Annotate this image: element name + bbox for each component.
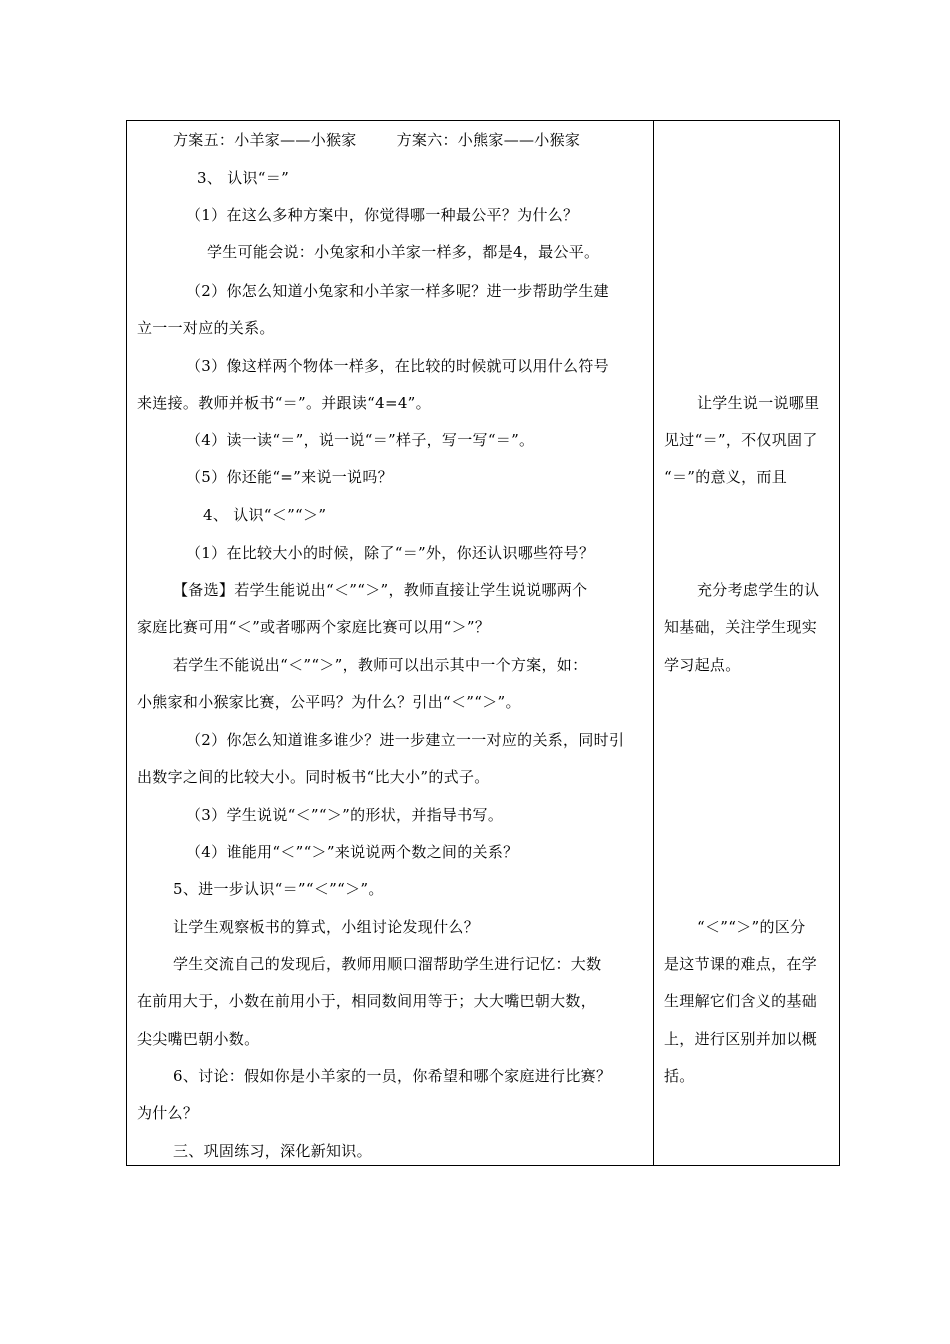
note-line: “＜”“＞”的区分 xyxy=(697,918,806,936)
section-heading-6: 6、讨论：假如你是小羊家的一员，你希望和哪个家庭进行比赛？ xyxy=(173,1067,612,1085)
note-line: “＝”的意义，而且 xyxy=(664,468,788,486)
note-line: 充分考虑学生的认 xyxy=(697,581,820,599)
text-line: （4）谁能用“＜”“＞”来说说两个数之间的关系？ xyxy=(186,843,519,861)
section-heading-4: 4、 认识“＜”“＞” xyxy=(203,506,327,524)
note-line: 生理解它们含义的基础 xyxy=(664,992,818,1010)
text-line: （2）你怎么知道谁多谁少？进一步建立一一对应的关系，同时引 xyxy=(186,731,625,749)
text-line: 立一一对应的关系。 xyxy=(137,319,275,337)
text-line: 学生可能会说：小兔家和小羊家一样多，都是4，最公平。 xyxy=(207,243,600,261)
text-line: （3）像这样两个物体一样多，在比较的时候就可以用什么符号 xyxy=(186,357,609,375)
section-heading-5: 5、进一步认识“＝”“＜”“＞”。 xyxy=(173,880,384,898)
text-line: 家庭比赛可用“＜”或者哪两个家庭比赛可以用“＞”？ xyxy=(137,618,491,636)
text-line: （5）你还能“=”来说一说吗？ xyxy=(186,468,393,486)
text-line: 【备选】若学生能说出“＜”“＞”，教师直接让学生说说哪两个 xyxy=(173,581,588,599)
text-line: 让学生观察板书的算式，小组讨论发现什么？ xyxy=(173,918,480,936)
note-line: 让学生说一说哪里 xyxy=(697,394,820,412)
note-line: 见过“＝”，不仅巩固了 xyxy=(664,431,818,449)
text-line: 出数字之间的比较大小。同时板书“比大小”的式子。 xyxy=(137,768,490,786)
text-line: （4）读一读“＝”，说一说“＝”样子，写一写“＝”。 xyxy=(186,431,535,449)
text-line: 学生交流自己的发现后，教师用顺口溜帮助学生进行记忆：大数 xyxy=(173,955,602,973)
section-heading-three: 三、巩固练习，深化新知识。 xyxy=(173,1142,372,1160)
note-line: 学习起点。 xyxy=(664,656,741,674)
text-line: 尖尖嘴巴朝小数。 xyxy=(137,1030,260,1048)
text-line: 为什么？ xyxy=(137,1104,199,1122)
text-line: 若学生不能说出“＜”“＞”，教师可以出示其中一个方案，如： xyxy=(173,656,588,674)
text-line: 小熊家和小猴家比赛，公平吗？为什么？引出“＜”“＞”。 xyxy=(137,693,521,711)
column-divider xyxy=(653,120,654,1166)
text-line: （3）学生说说“＜”“＞”的形状，并指导书写。 xyxy=(186,806,504,824)
text-line: 来连接。教师并板书“＝”。并跟读“4=4”。 xyxy=(137,394,431,412)
text-line: （2）你怎么知道小兔家和小羊家一样多呢？进一步帮助学生建 xyxy=(186,282,609,300)
note-line: 上，进行区别并加以概 xyxy=(664,1030,818,1048)
text-line: （1）在比较大小的时候，除了“＝”外，你还认识哪些符号？ xyxy=(186,544,595,562)
note-line: 是这节课的难点，在学 xyxy=(664,955,818,973)
plan-line: 方案五：小羊家——小猴家 方案六：小熊家——小猴家 xyxy=(173,131,581,149)
note-line: 知基础，关注学生现实 xyxy=(664,618,818,636)
note-line: 括。 xyxy=(664,1067,695,1085)
text-line: （1）在这么多种方案中，你觉得哪一种最公平？为什么？ xyxy=(186,206,579,224)
text-line: 在前用大于，小数在前用小于，相同数间用等于；大大嘴巴朝大数， xyxy=(137,992,597,1010)
section-heading-3: 3、 认识“＝” xyxy=(197,169,290,187)
